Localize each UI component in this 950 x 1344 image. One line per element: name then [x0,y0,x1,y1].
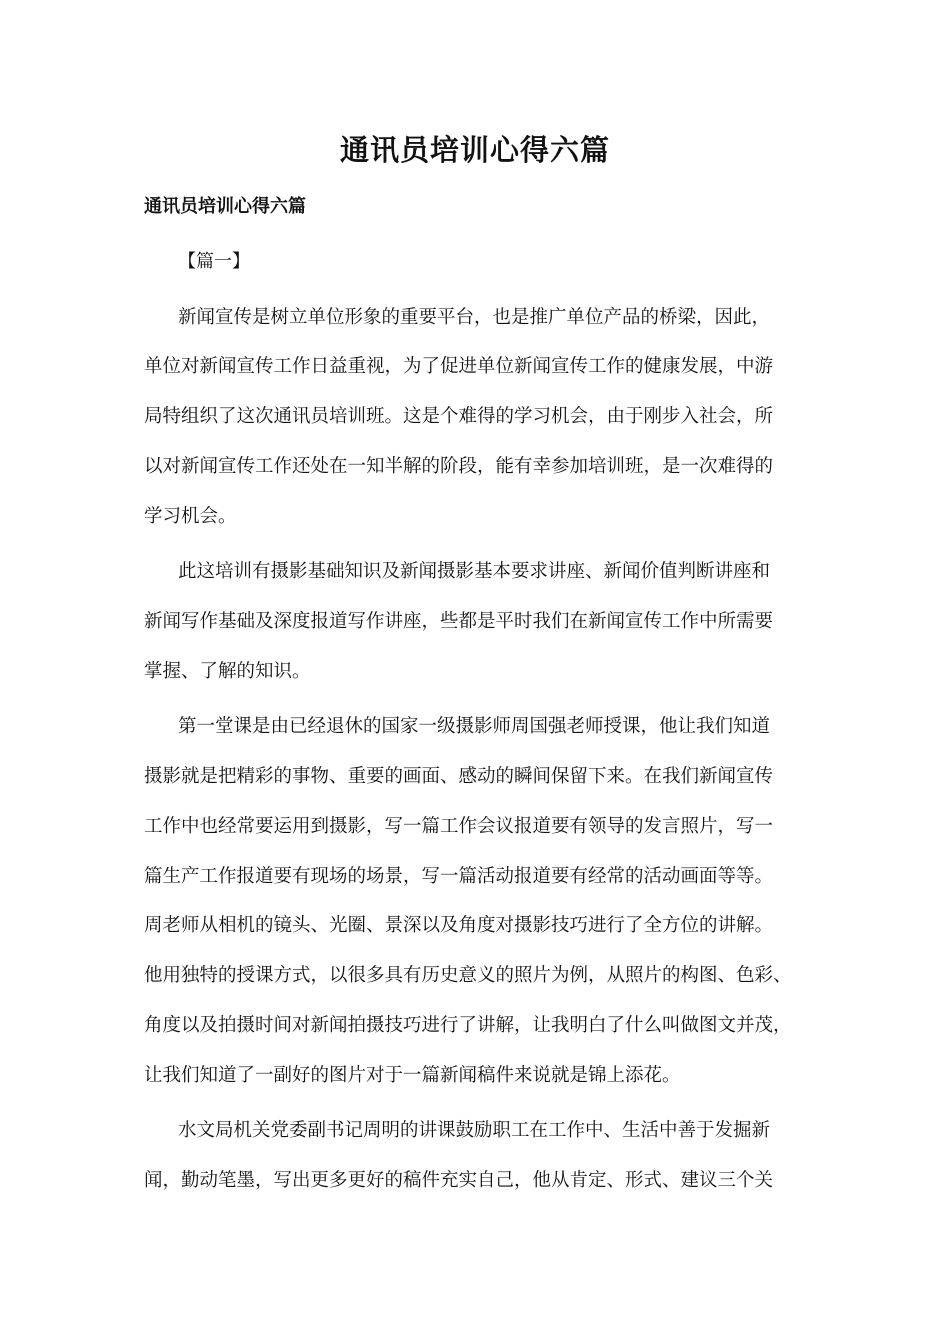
paragraph-line: 水文局机关党委副书记周明的讲课鼓励职工在工作中、生活中善于发掘新 [178,1120,771,1141]
paragraph-line: 学习机会。 [144,506,237,527]
paragraph-line: 角度以及拍摄时间对新闻拍摄技巧进行了讲解，让我明白了什么叫做图文并茂， [144,1015,792,1036]
document-subtitle: 通讯员培训心得六篇 [144,196,306,217]
paragraph-line: 周老师从相机的镜头、光圈、景深以及角度对摄影技巧进行了全方位的讲解。 [144,915,774,936]
paragraph-line: 让我们知道了一副好的图片对于一篇新闻稿件来说就是锦上添花。 [144,1065,681,1086]
paragraph-line: 单位对新闻宣传工作日益重视，为了促进单位新闻宣传工作的健康发展，中游 [144,356,774,377]
paragraph-line: 闻，勤动笔墨，写出更多更好的稿件充实自己，他从肯定、形式、建议三个关 [144,1170,774,1191]
document-title: 通讯员培训心得六篇 [339,133,610,167]
paragraph-line: 篇生产工作报道要有现场的场景，写一篇活动报道要有经常的活动画面等等。 [144,866,774,887]
section-heading: 【篇一】 [178,251,250,272]
paragraph-line: 摄影就是把精彩的事物、重要的画面、感动的瞬间保留下来。在我们新闻宣传 [144,766,774,787]
paragraph-line: 局特组织了这次通讯员培训班。这是个难得的学习机会，由于刚步入社会，所 [144,406,774,427]
paragraph-line: 此这培训有摄影基础知识及新闻摄影基本要求讲座、新闻价值判断讲座和 [178,561,771,582]
paragraph-line: 他用独特的授课方式，以很多具有历史意义的照片为例，从照片的构图、色彩、 [144,965,792,986]
paragraph-line: 新闻写作基础及深度报道写作讲座，些都是平时我们在新闻宣传工作中所需要 [144,611,774,632]
paragraph-line: 第一堂课是由已经退休的国家一级摄影师周国强老师授课，他让我们知道 [178,716,771,737]
paragraph-line: 掌握、了解的知识。 [144,661,311,682]
paragraph-line: 新闻宣传是树立单位形象的重要平台，也是推广单位产品的桥梁，因此， [178,307,771,328]
paragraph-line: 工作中也经常要运用到摄影，写一篇工作会议报道要有领导的发言照片，写一 [144,816,774,837]
paragraph-line: 以对新闻宣传工作还处在一知半解的阶段，能有幸参加培训班，是一次难得的 [144,456,774,477]
